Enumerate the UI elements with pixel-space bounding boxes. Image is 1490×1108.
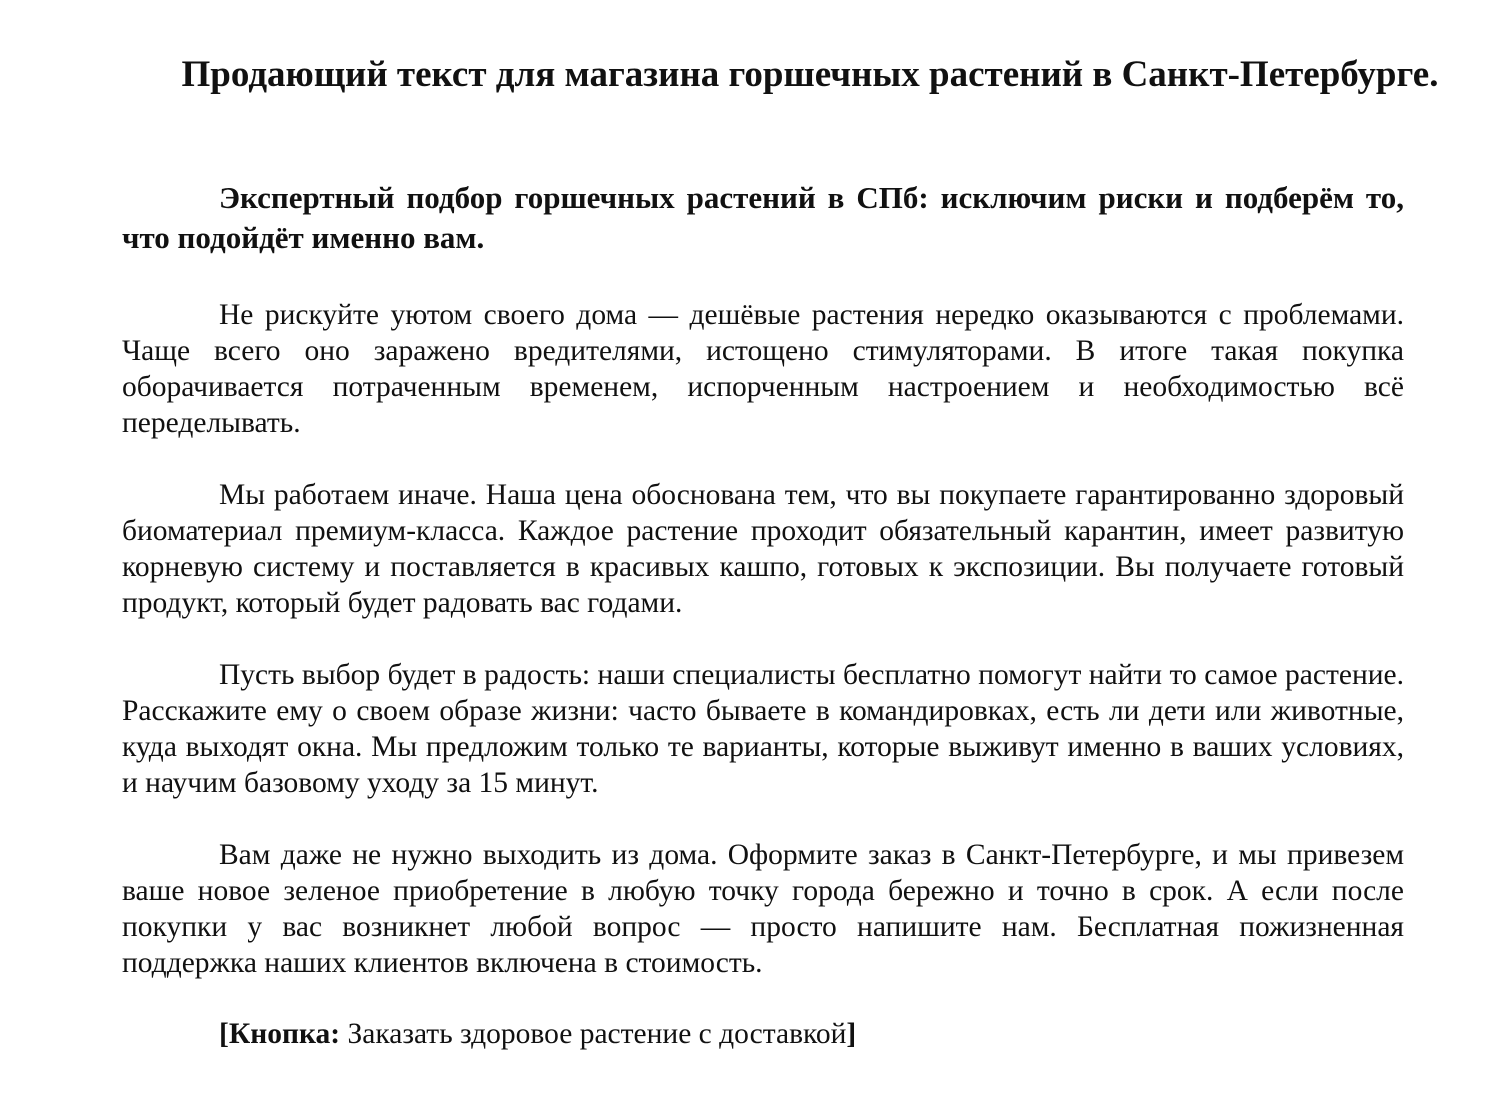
paragraph-risks: Не рискуйте уютом своего дома — дешёвые растения нередко оказываются с проблемами. Чаще всего оно заражено вредителями, истощено стимуляторами. В итоге такая покупка оборачивается потраченным временем, испорченным настроением и необходимостью всё переделывать. <box>122 299 1404 439</box>
cta-label: Кнопка: <box>228 1018 341 1050</box>
cta-open-bracket: [ <box>219 1018 229 1050</box>
cta-close-bracket: ] <box>846 1018 857 1050</box>
cta-text: Заказать здоровое растение с доставкой <box>340 1018 847 1050</box>
paragraph-quality: Мы работаем иначе. Наша цена обоснована тем, что вы покупаете гарантированно здоровый биоматериал премиум-класса. Каждое растение проходит обязательный карантин, имеет развитую корневую систему и поставляется в красивых кашпо, готовых к экспозиции. Вы получаете готовый продукт, который будет радовать вас годами. <box>122 479 1404 619</box>
paragraph-consultation: Пусть выбор будет в радость: наши специалисты бесплатно помогут найти то самое растение. Расскажите ему о своем образе жизни: часто бываете в командировках, есть ли дети или животные, куда выходят окна. Мы предложим только те варианты, которые выживут именно в ваших условиях, и научим базовому уходу за 15 минут. <box>122 659 1404 799</box>
document-subtitle: Экспертный подбор горшечных растений в СПб: исключим риски и подберём то, что подойдёт именно вам. <box>122 180 1404 255</box>
paragraph-delivery: Вам даже не нужно выходить из дома. Оформите заказ в Санкт-Петербурге, и мы привезем ваше новое зеленое приобретение в любую точку города бережно и точно в срок. А если после покупки у вас возникнет любой вопрос — просто напишите нам. Бесплатная пожизненная поддержка наших клиентов включена в стоимость. <box>122 839 1404 979</box>
cta-button-placeholder <box>219 1016 856 1052</box>
document-title: Продающий текст для магазина горшечных растений в Санкт-Петербурге. <box>181 54 1439 95</box>
